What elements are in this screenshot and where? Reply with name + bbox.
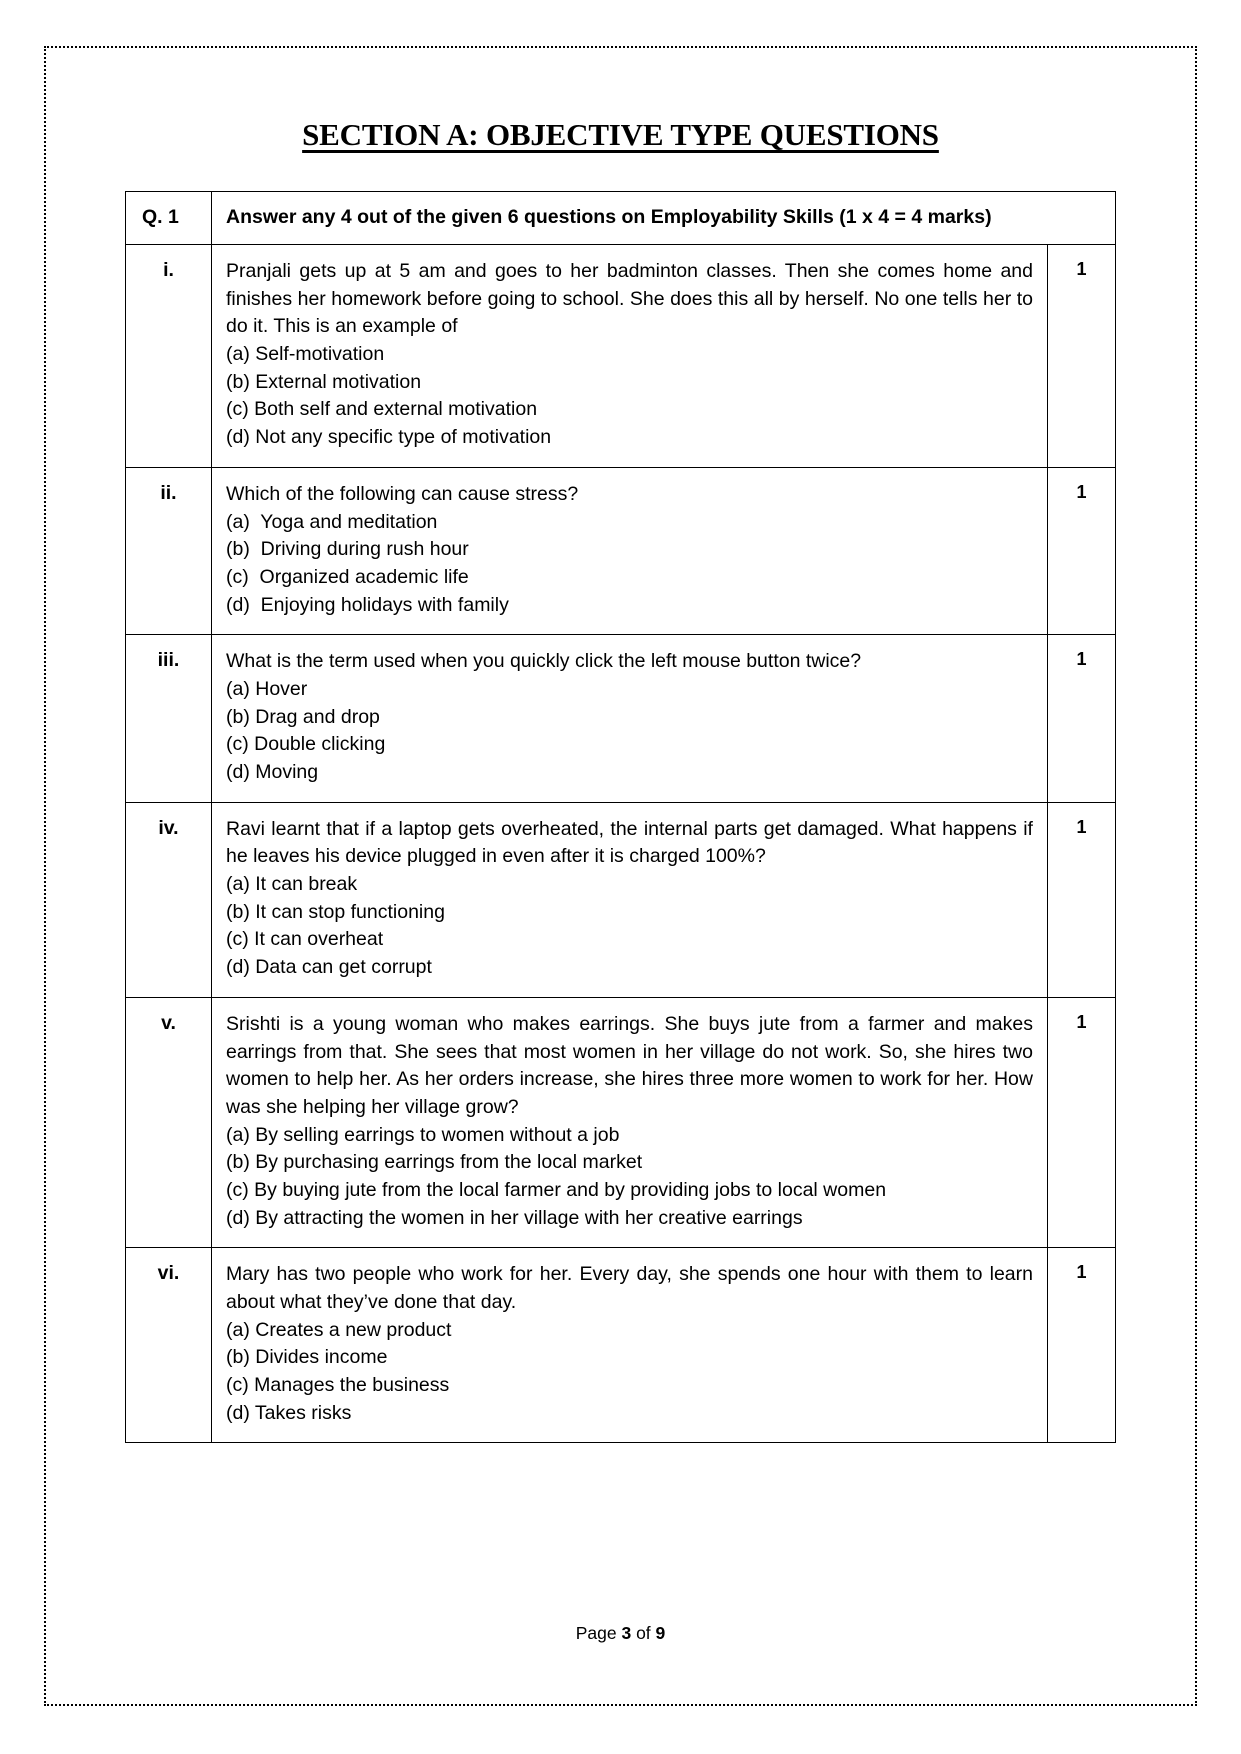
question-option[interactable]: (a) Creates a new product <box>225 1318 452 1341</box>
question-marks: 1 <box>1047 467 1115 634</box>
question-option[interactable]: (d) By attracting the women in her village with her creative earrings <box>225 1206 803 1229</box>
question-marks: 1 <box>1047 245 1115 468</box>
question-options <box>226 871 1033 982</box>
question-option[interactable]: (c) Double clicking <box>225 733 386 756</box>
question-option[interactable]: (d) Not any specific type of motivation <box>225 426 552 449</box>
table-row <box>125 802 1115 997</box>
question-option[interactable]: (b) Driving during rush hour <box>225 538 469 561</box>
question-stem: Which of the following can cause stress? <box>225 482 579 505</box>
question-option[interactable]: (c) Manages the business <box>225 1374 450 1397</box>
question-option[interactable]: (d) Data can get corrupt <box>225 956 432 979</box>
question-option[interactable]: (a) Hover <box>225 677 308 700</box>
question-option[interactable]: (b) By purchasing earrings from the local market <box>225 1151 643 1174</box>
page-content <box>51 52 1190 1700</box>
question-marks: 1 <box>1047 635 1115 802</box>
question-marks: 1 <box>1047 1248 1115 1443</box>
page-footer <box>51 1623 1190 1644</box>
questions-table-body <box>125 192 1115 1443</box>
question-option[interactable]: (c) Organized academic life <box>225 565 469 588</box>
question-marks: 1 <box>1047 997 1115 1248</box>
question-stem: Mary has two people who work for her. Every day, she spends one hour with them to learn about what they’ve done that day. <box>225 1263 1033 1313</box>
question-stem: Pranjali gets up at 5 am and goes to her badminton classes. Then she comes home and finishes her homework before going to school. She does this all by herself. No one tells her to do it. This is an example of <box>225 260 1033 338</box>
question-number: i. <box>125 245 211 468</box>
question-number: iv. <box>125 802 211 997</box>
question-option[interactable]: (c) It can overheat <box>225 928 384 951</box>
question-content <box>211 997 1047 1248</box>
question-number: v. <box>125 997 211 1248</box>
question-option[interactable]: (d) Enjoying holidays with family <box>225 593 509 616</box>
question-option[interactable]: (a) Self-motivation <box>225 343 385 366</box>
question-options <box>226 1317 1033 1428</box>
table-row <box>125 245 1115 468</box>
table-row <box>125 1248 1115 1443</box>
question-content <box>211 245 1047 468</box>
question-number: ii. <box>125 467 211 634</box>
question-content <box>211 1248 1047 1443</box>
question-group-instruction: Answer any 4 out of the given 6 questions on Employability Skills (1 x 4 = 4 marks) <box>211 192 1115 245</box>
question-options <box>226 676 1033 787</box>
question-option[interactable]: (b) Divides income <box>225 1346 388 1369</box>
question-option[interactable]: (b) External motivation <box>225 370 422 393</box>
question-option[interactable]: (a) Yoga and meditation <box>225 510 438 533</box>
question-options <box>226 509 1033 620</box>
question-content <box>211 467 1047 634</box>
question-option[interactable]: (d) Moving <box>225 761 319 783</box>
footer-middle: of <box>631 1623 656 1643</box>
question-option[interactable]: (c) By buying jute from the local farmer and by providing jobs to local women <box>225 1178 887 1201</box>
question-group-label: Q. 1 <box>125 192 211 245</box>
page-title: SECTION A: OBJECTIVE TYPE QUESTIONS <box>302 117 939 152</box>
question-options <box>226 341 1033 452</box>
question-content <box>211 802 1047 997</box>
question-options <box>226 1122 1033 1233</box>
question-option[interactable]: (d) Takes risks <box>225 1401 352 1424</box>
question-option[interactable]: (b) It can stop functioning <box>225 900 445 923</box>
question-number: iii. <box>125 635 211 802</box>
question-option[interactable]: (a) By selling earrings to women without a job <box>225 1123 620 1146</box>
question-stem: Ravi learnt that if a laptop gets overheated, the internal parts get damaged. What happens if he leaves his device plugged in even after it is charged 100%? <box>225 817 1033 868</box>
table-row <box>125 467 1115 634</box>
question-content <box>211 635 1047 802</box>
table-header-row <box>125 192 1115 245</box>
question-stem: What is the term used when you quickly click the left mouse button twice? <box>225 650 862 673</box>
table-row <box>125 997 1115 1248</box>
question-option[interactable]: (a) It can break <box>225 873 358 896</box>
table-row <box>125 635 1115 802</box>
question-option[interactable]: (c) Both self and external motivation <box>225 398 538 421</box>
question-marks: 1 <box>1047 802 1115 997</box>
questions-table <box>125 191 1116 1443</box>
footer-page-number: 3 <box>621 1623 632 1643</box>
question-number: vi. <box>125 1248 211 1443</box>
footer-total-pages: 9 <box>655 1623 666 1643</box>
question-stem: Srishti is a young woman who makes earrings. She buys jute from a farmer and makes earrings from that. She sees that most women in her village do not work. So, she hires two women to help her. As her orders increase, she hires three more women to work for her. How was she helping her village grow? <box>225 1012 1033 1118</box>
footer-prefix: Page <box>575 1623 622 1643</box>
question-option[interactable]: (b) Drag and drop <box>225 705 380 728</box>
